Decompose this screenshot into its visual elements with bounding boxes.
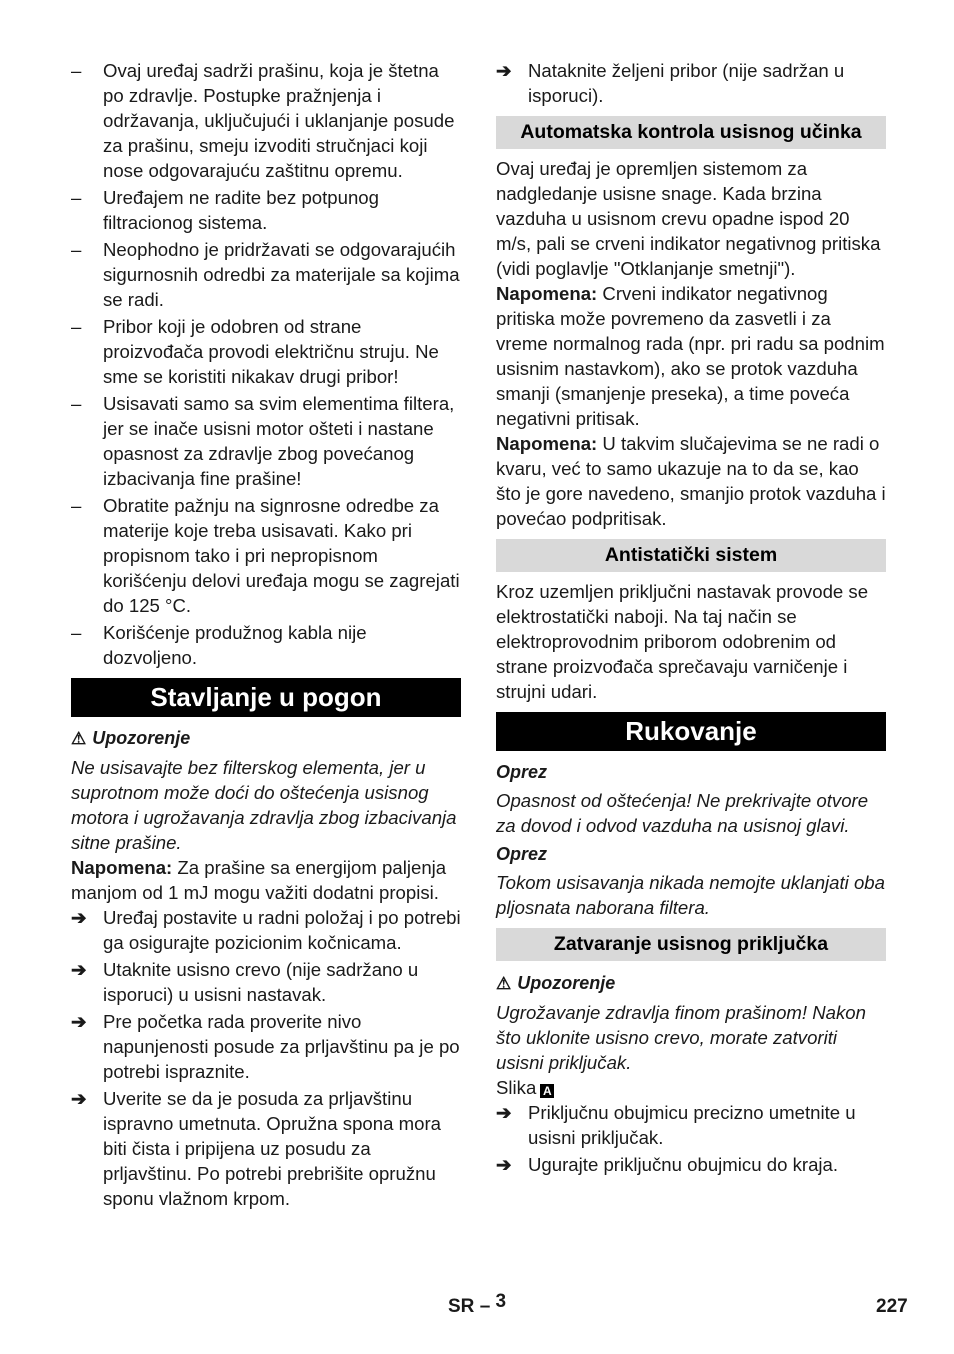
caution-heading: Oprez — [496, 762, 548, 782]
note-paragraph: Napomena: Za prašine sa energijom paljenja manjom od 1 mJ mogu važiti dodatni propisi. — [71, 857, 447, 903]
footer-section-page: 3 — [495, 1291, 507, 1312]
footer-dash: – — [479, 1296, 491, 1317]
step-item: ➔ Utaknite usisno crevo (nije sadržano u isporuci) u usisni nastavak. — [71, 959, 419, 1005]
warning-text: Ne usisavajte bez filterskog elementa, jer u suprotnom može doći do oštećenja usisnog motora i ugrožavanja zdravlja zbog izbacivanja sitne prašine. — [71, 757, 457, 853]
note-paragraph: Napomena: U takvim slučajevima se ne radi o kvaru, već to samo ukazuje na to da se, kao što je gore navedeno, smanjio protok vazduha i povećao podpritisak. — [496, 433, 886, 529]
list-item: – Ovaj uređaj sadrži prašinu, koja je štetna po zdravlje. Postupke pražnjenja i održavanja, uključujući i uklanjanje posude za prašinu, smeju izvoditi stručnjaci koji nose odgovarajuću zaštitnu opremu. — [71, 60, 455, 181]
dash-bullet-icon: – — [71, 622, 82, 643]
footer-lang: SR — [448, 1296, 475, 1317]
subsection-title-auto-control: Automatska kontrola usisnog učinka — [496, 116, 886, 149]
dash-bullet-icon: – — [71, 239, 82, 260]
auto-control-text: Ovaj uređaj je opremljen sistemom za nadgledanje usisne snage. Kada brzina vazduha u usisnom crevu opadne ispod 20 m/s, pali se crveni indikator negativnog pritiska (vidi poglavlje "Otklanjanje smetnji"). — [496, 158, 881, 279]
list-item: – Pribor koji je odobren od strane proizvođača provodi električnu struju. Ne sme se koristiti nikakav drugi pribor! — [71, 316, 439, 387]
arrow-icon: ➔ — [71, 1088, 87, 1109]
arrow-icon: ➔ — [496, 1102, 512, 1123]
list-item: – Korišćenje produžnog kabla nije dozvoljeno. — [71, 622, 367, 668]
warning-icon: ⚠ — [496, 974, 512, 993]
section-title-operation: Rukovanje — [496, 712, 886, 751]
dash-bullet-icon: – — [71, 60, 82, 81]
step-item: ➔ Uverite se da je posuda za prljavštinu ispravno umetnuta. Opružna spona mora biti čista i pripijena uz posudu za prljavštinu. Po potrebi prebrišite opružnu sponu vlažnom krpom. — [71, 1088, 441, 1209]
step-item: ➔ Nataknite željeni pribor (nije sadržan u isporuci). — [496, 60, 845, 106]
figure-a-icon: A — [540, 1084, 554, 1098]
caution-heading: Oprez — [496, 844, 548, 864]
subsection-title-close-port: Zatvaranje usisnog priključka — [496, 928, 886, 961]
step-item: ➔ Pre početka rada proverite nivo napunjenosti posude za prljavštinu pa je po potrebi ispraznite. — [71, 1011, 460, 1082]
antistatic-text: Kroz uzemljen priključni nastavak provode se elektrostatički naboji. Na taj način se elektroprovodnim priborom odobrenim od strane proizvođača sprečavaju varničenje i strujni udari. — [496, 581, 869, 702]
arrow-icon: ➔ — [496, 1154, 512, 1175]
dash-bullet-icon: – — [71, 187, 82, 208]
right-column — [496, 58, 886, 1179]
caution-text: Tokom usisavanja nikada nemojte uklanjati oba pljosnata naborana filtera. — [496, 872, 885, 918]
warning-text: Ugrožavanje zdravlja finom prašinom! Nakon što uklonite usisno crevo, morate zatvoriti usisni priključak. — [496, 1002, 866, 1073]
list-item: – Neophodno je pridržavati se odgovarajućih sigurnosnih odredbi za materijale sa kojima se radi. — [71, 239, 460, 310]
arrow-icon: ➔ — [71, 907, 87, 928]
arrow-icon: ➔ — [71, 1011, 87, 1032]
warning-icon: ⚠ — [71, 729, 87, 748]
warning-heading: ⚠ Upozorenje — [496, 973, 616, 993]
figure-reference: Slika A — [496, 1075, 886, 1100]
note-paragraph: Napomena: Crveni indikator negativnog pritiska može povremeno da zasvetli i za vreme normalnog rada (npr. pri radu sa podnim usisnim nastavkom), ako se protok vazduha smanji (smanjenje preseka), a time poveća negativni pritisak. — [496, 283, 885, 429]
list-item: – Obratite pažnju na signrosne odredbe za materije koje treba usisavati. Kako pri propisnom tako i pri nepropisnom korišćenju delovi uređaja mogu se zagrejati do 125 °C. — [71, 495, 460, 616]
dash-bullet-icon: – — [71, 495, 82, 516]
list-item: – Usisavati samo sa svim elementima filtera, jer se inače usisni motor ošteti i nastane opasnost za zdravlje zbog povećanog izbacivanja fine prašine! — [71, 393, 455, 489]
subsection-title-antistatic: Antistatički sistem — [496, 539, 886, 572]
page-number: 227 — [876, 1296, 908, 1317]
arrow-icon: ➔ — [496, 60, 512, 81]
section-title-commissioning: Stavljanje u pogon — [71, 678, 461, 717]
list-item: – Uređajem ne radite bez potpunog filtracionog sistema. — [71, 187, 379, 233]
arrow-icon: ➔ — [71, 959, 87, 980]
warning-heading: ⚠ Upozorenje — [71, 728, 191, 748]
dash-bullet-icon: – — [71, 316, 82, 337]
left-column — [71, 58, 461, 1213]
caution-text: Opasnost od oštećenja! Ne prekrivajte otvore za dovod i odvod vazduha na usisnoj glavi. — [496, 790, 869, 836]
step-item: ➔ Uređaj postavite u radni položaj i po potrebi ga osigurajte pozicionim kočnicama. — [71, 907, 461, 953]
footer-section — [448, 1291, 507, 1318]
step-item: ➔ Ugurajte priključnu obujmicu do kraja. — [496, 1154, 839, 1175]
dash-bullet-icon: – — [71, 393, 82, 414]
step-item: ➔ Priključnu obujmicu precizno umetnite u usisni priključak. — [496, 1102, 856, 1148]
